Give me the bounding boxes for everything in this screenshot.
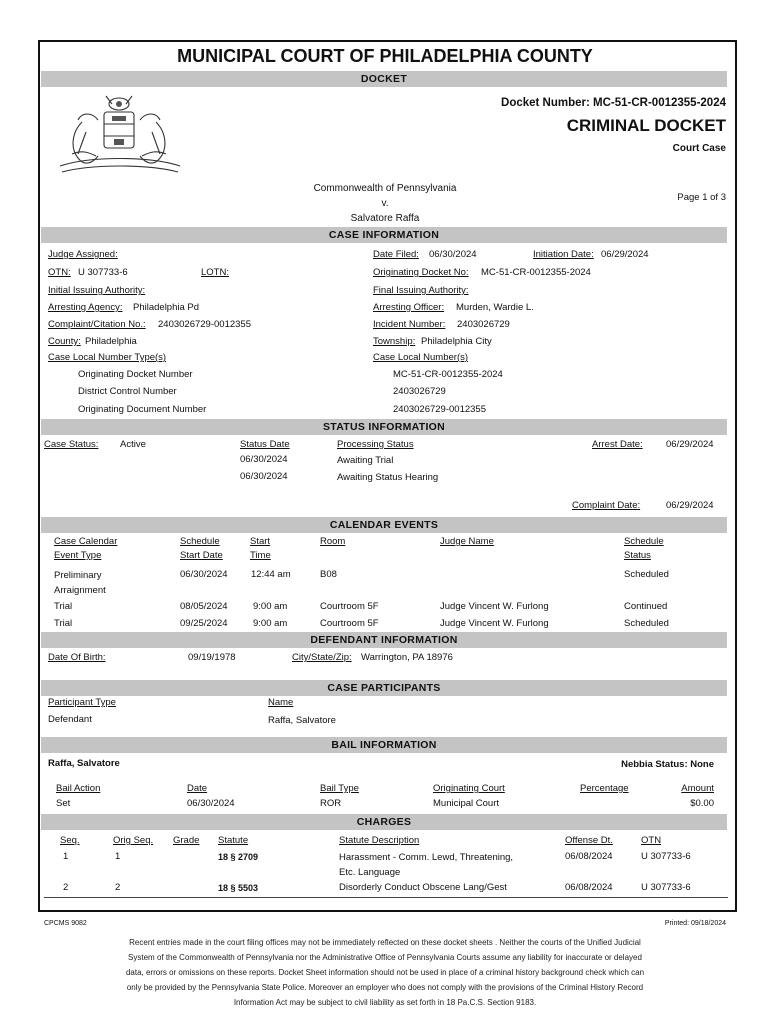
otn-label: OTN: [48,267,71,278]
col-schedule-status: Schedule [624,536,664,547]
col-room: Room [320,536,346,547]
participants-bar: CASE PARTICIPANTS [41,680,727,696]
printed-date: Printed: 09/18/2024 [664,920,726,927]
orig-docket-label: Originating Docket No: [373,267,469,278]
charges-divider [44,897,728,898]
col-grade: Grade [173,835,200,846]
nebbia-status: Nebbia Status: None [621,759,714,770]
local-number-row: 2403026729-0012355 [393,404,486,415]
case-status-label: Case Status: [44,439,99,450]
bail-person: Raffa, Salvatore [48,758,120,769]
col-bail-date: Date [187,783,208,794]
charges-bar: CHARGES [41,814,727,830]
docket-type: CRIMINAL DOCKET [566,116,726,135]
calendar-judge: Judge Vincent W. Furlong [440,618,549,629]
arresting-agency-label: Arresting Agency: [48,302,123,313]
col-event-type: Event Type [54,550,102,561]
arrest-date-label: Arrest Date: [592,439,643,450]
caption-line1: Commonwealth of Pennsylvania [313,183,457,194]
charge-statute: 18 § 5503 [218,883,259,893]
case-info-bar: CASE INFORMATION [41,227,727,243]
incident-label: Incident Number: [373,319,446,330]
final-authority-label: Final Issuing Authority: [373,285,469,296]
participant-type-label: Participant Type [48,697,116,708]
charge-otn: U 307733-6 [641,882,691,893]
participant-type: Defendant [48,714,92,725]
county: Philadelphia [85,336,137,347]
complaint-date: 06/29/2024 [666,500,714,511]
incident-number: 2403026729 [457,319,510,330]
local-number-row: 2403026729 [393,386,446,397]
date-filed: 06/30/2024 [429,249,477,260]
calendar-time: 12:44 am [251,569,291,580]
bail-amount: $0.00 [690,798,714,809]
status-row-date: 06/30/2024 [240,454,288,465]
city-state-zip: Warrington, PA 18976 [361,652,453,663]
charge-otn: U 307733-6 [641,851,691,862]
calendar-room: Courtroom 5F [320,618,379,629]
charge-offense-date: 06/08/2024 [565,882,613,893]
lotn-label: LOTN: [201,267,229,278]
col-schedule-status: Status [624,550,651,561]
local-type-row: Originating Document Number [78,404,207,415]
col-start-time: Time [250,550,271,561]
col-start-time: Start [250,536,271,547]
processing-status-label: Processing Status [337,439,414,450]
judge-assigned-label: Judge Assigned: [48,249,118,260]
local-number-label: Case Local Number(s) [373,352,469,363]
charge-orig-seq: 2 [115,882,121,893]
county-label: County: [48,336,81,347]
initiation-date-label: Initiation Date: [533,249,594,260]
calendar-time: 9:00 am [253,618,288,629]
calendar-date: 06/30/2024 [180,569,228,580]
col-judge: Judge Name [440,536,494,547]
township: Philadelphia City [421,336,492,347]
dob-label: Date Of Birth: [48,652,106,663]
calendar-date: 08/05/2024 [180,601,228,612]
col-orig-seq: Orig Seq. [113,835,154,846]
complaint-label: Complaint/Citation No.: [48,319,146,330]
page-number: Page 1 of 3 [677,192,726,203]
township-label: Township: [373,336,416,347]
pa-coat-of-arms-icon [52,92,187,180]
form-number: CPCMS 9082 [44,920,87,927]
participant-name-label: Name [268,697,294,708]
disclaimer-line: data, errors or omissions on these reports. Docket Sheet information should not be used in place of a criminal history background check which can [125,968,645,977]
col-originating-court: Originating Court [433,783,505,794]
local-type-row: Originating Docket Number [78,369,193,380]
local-type-row: District Control Number [78,386,177,397]
initiation-date: 06/29/2024 [601,249,649,260]
participant-name: Raffa, Salvatore [268,715,336,726]
col-schedule-date: Start Date [180,550,223,561]
caption-line3: Salvatore Raffa [350,213,420,224]
calendar-status: Scheduled [624,618,669,629]
status-row-status: Awaiting Trial [337,455,394,466]
bail-type: ROR [320,798,342,809]
col-bail-type: Bail Type [320,783,359,794]
defendant-bar: DEFENDANT INFORMATION [41,632,727,648]
charge-description: Disorderly Conduct Obscene Lang/Gest [339,882,507,893]
local-number-row: MC-51-CR-0012355-2024 [393,369,503,380]
dob: 09/19/1978 [188,652,236,663]
docket-number: Docket Number: MC-51-CR-0012355-2024 [501,97,726,109]
complaint-number: 2403026729-0012355 [158,319,251,330]
calendar-bar: CALENDAR EVENTS [41,517,727,533]
otn: U 307733-6 [78,267,128,278]
arresting-agency: Philadelphia Pd [133,302,200,313]
status-date-label: Status Date [240,439,290,450]
arresting-officer-label: Arresting Officer: [373,302,445,313]
bail-action: Set [56,798,71,809]
charge-description: Harassment - Comm. Lewd, Threatening, [339,852,514,863]
disclaimer-line: Recent entries made in the court filing offices may not be immediately reflected on these docket sheets . Neither the courts of the Unified Judicial [129,938,641,947]
calendar-status: Scheduled [624,569,669,580]
calendar-event-type: Trial [54,601,73,612]
disclaimer-line: Information Act may be subject to civil liability as set forth in 18 Pa.C.S. Section 9183. [233,998,537,1007]
date-filed-label: Date Filed: [373,249,419,260]
caption-line2: v. [381,198,389,209]
initial-authority-label: Initial Issuing Authority: [48,285,146,296]
bail-court: Municipal Court [433,798,499,809]
calendar-time: 9:00 am [253,601,288,612]
arrest-date: 06/29/2024 [666,439,714,450]
city-state-zip-label: City/State/Zip: [292,652,352,663]
col-seq: Seq. [60,835,80,846]
orig-docket: MC-51-CR-0012355-2024 [481,267,591,278]
case-status: Active [120,439,146,450]
status-row-date: 06/30/2024 [240,471,288,482]
col-percentage: Percentage [580,783,629,794]
court-title: MUNICIPAL COURT OF PHILADELPHIA COUNTY [177,46,593,66]
calendar-date: 09/25/2024 [180,618,228,629]
calendar-status: Continued [624,601,668,612]
calendar-event-type: Arraignment [54,585,106,596]
col-statute: Statute [218,835,249,846]
charge-description: Etc. Language [339,867,401,878]
col-bail-action: Bail Action [56,783,101,794]
status-row-status: Awaiting Status Hearing [337,472,439,483]
docket-bar: DOCKET [41,71,727,87]
col-event-type: Case Calendar [54,536,118,547]
charge-statute: 18 § 2709 [218,852,259,862]
col-schedule-date: Schedule [180,536,220,547]
status-info-bar: STATUS INFORMATION [41,419,727,435]
disclaimer-line: only be provided by the Pennsylvania State Police. Moreover an employer who does not comply with the provisions of the Criminal History Record [126,983,644,992]
disclaimer-line: System of the Commonwealth of Pennsylvania nor the Administrative Office of Pennsylvania Courts assume any liability for inaccurate or delayed [128,953,642,962]
arresting-officer: Murden, Wardie L. [456,302,534,313]
court-case-label: Court Case [672,143,726,154]
charge-orig-seq: 1 [115,851,121,862]
col-statute-description: Statute Description [339,835,420,846]
col-offense-date: Offense Dt. [565,835,613,846]
charge-seq: 1 [63,851,69,862]
calendar-room: B08 [320,569,337,580]
charge-seq: 2 [63,882,69,893]
col-otn: OTN [641,835,662,846]
calendar-room: Courtroom 5F [320,601,379,612]
col-amount: Amount [681,783,714,794]
calendar-event-type: Preliminary [54,570,102,581]
calendar-event-type: Trial [54,618,73,629]
calendar-judge: Judge Vincent W. Furlong [440,601,549,612]
bail-date: 06/30/2024 [187,798,235,809]
complaint-date-label: Complaint Date: [572,500,641,511]
bail-bar: BAIL INFORMATION [41,737,727,753]
charge-offense-date: 06/08/2024 [565,851,613,862]
local-number-type-label: Case Local Number Type(s) [48,352,167,363]
